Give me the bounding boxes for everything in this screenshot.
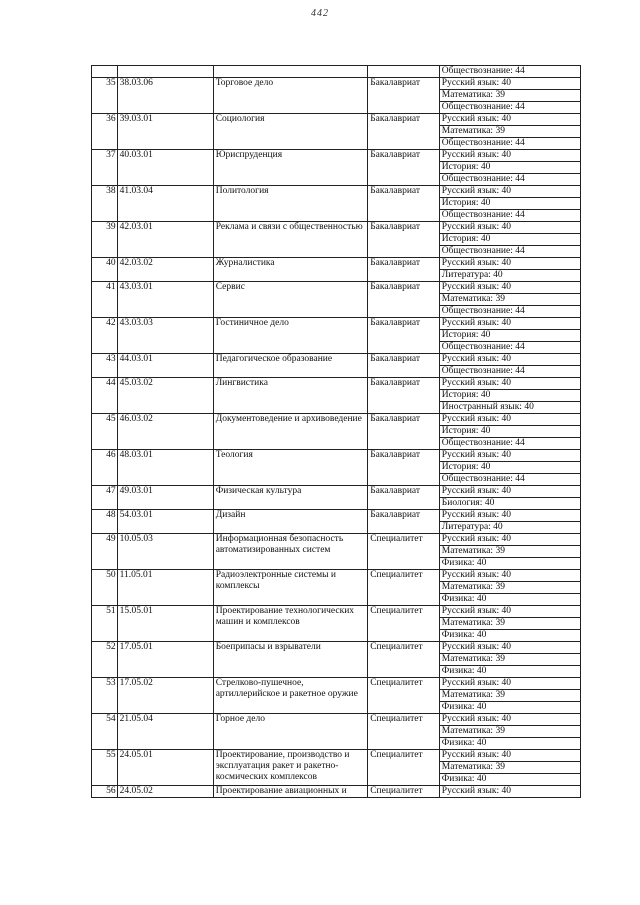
exam-minimum-score: Русский язык: 40: [439, 714, 580, 726]
exam-minimum-score: Русский язык: 40: [439, 678, 580, 690]
program-name: Социология: [213, 114, 367, 150]
row-number: 54: [92, 714, 118, 750]
row-number: 49: [92, 534, 118, 570]
program-name: Проектирование авиационных и: [213, 786, 367, 798]
row-number: 53: [92, 678, 118, 714]
education-level: Бакалавриат: [368, 414, 440, 450]
exam-minimum-score: Математика: 39: [439, 726, 580, 738]
program-code: [117, 66, 213, 78]
row-number: 42: [92, 318, 118, 354]
education-level: Бакалавриат: [368, 186, 440, 222]
table-row: [92, 258, 581, 270]
table-row: [92, 150, 581, 162]
exam-minimum-score: Физика: 40: [439, 702, 580, 714]
exam-minimum-score: Математика: 39: [439, 294, 580, 306]
program-code: 10.05.03: [117, 534, 213, 570]
row-number: 56: [92, 786, 118, 798]
exam-minimum-score: Русский язык: 40: [439, 570, 580, 582]
exam-minimum-score: Математика: 39: [439, 762, 580, 774]
education-level: Бакалавриат: [368, 282, 440, 318]
education-level: Специалитет: [368, 678, 440, 714]
education-level: Специалитет: [368, 786, 440, 798]
exam-minimum-score: Обществознание: 44: [439, 246, 580, 258]
program-code: 17.05.01: [117, 642, 213, 678]
exam-minimum-score: Обществознание: 44: [439, 210, 580, 222]
table-row: [92, 678, 581, 690]
table-row: [92, 354, 581, 366]
exam-minimum-score: Математика: 39: [439, 546, 580, 558]
row-number: 47: [92, 486, 118, 510]
table-row: [92, 642, 581, 654]
program-name: Юриспруденция: [213, 150, 367, 186]
exam-minimum-score: Русский язык: 40: [439, 606, 580, 618]
table-row: [92, 78, 581, 90]
table-row: [92, 222, 581, 234]
exam-minimum-score: История: 40: [439, 330, 580, 342]
education-level: Специалитет: [368, 570, 440, 606]
program-name: Реклама и связи с общественностью: [213, 222, 367, 258]
program-name: Гостиничное дело: [213, 318, 367, 354]
program-code: 15.05.01: [117, 606, 213, 642]
program-name: Лингвистика: [213, 378, 367, 414]
exam-minimum-score: Обществознание: 44: [439, 102, 580, 114]
table-row: [92, 414, 581, 426]
program-code: 17.05.02: [117, 678, 213, 714]
education-level: Специалитет: [368, 750, 440, 786]
program-code: 54.03.01: [117, 510, 213, 534]
program-name: Информационная безопасность автоматизированных систем: [213, 534, 367, 570]
table-row: [92, 714, 581, 726]
exam-minimum-score: Русский язык: 40: [439, 222, 580, 234]
program-name: Торговое дело: [213, 78, 367, 114]
exam-minimum-score: Математика: 39: [439, 90, 580, 102]
exam-minimum-score: Русский язык: 40: [439, 534, 580, 546]
exam-minimum-score: Русский язык: 40: [439, 414, 580, 426]
exam-minimum-score: Русский язык: 40: [439, 354, 580, 366]
exam-minimum-score: История: 40: [439, 198, 580, 210]
exam-minimum-score: Обществознание: 44: [439, 342, 580, 354]
row-number: 50: [92, 570, 118, 606]
education-level: Бакалавриат: [368, 378, 440, 414]
exam-minimum-score: Физика: 40: [439, 558, 580, 570]
row-number: 41: [92, 282, 118, 318]
exam-minimum-score: Русский язык: 40: [439, 114, 580, 126]
exam-minimum-score: Физика: 40: [439, 630, 580, 642]
program-code: 42.03.01: [117, 222, 213, 258]
program-name: Боеприпасы и взрыватели: [213, 642, 367, 678]
row-number: 37: [92, 150, 118, 186]
table-row: [92, 450, 581, 462]
program-code: 44.03.01: [117, 354, 213, 378]
program-code: 43.03.01: [117, 282, 213, 318]
program-code: 48.03.01: [117, 450, 213, 486]
exam-minimum-score: Обществознание: 44: [439, 66, 580, 78]
row-number: 48: [92, 510, 118, 534]
program-name: Стрелково-пушечное, артиллерийское и ракетное оружие: [213, 678, 367, 714]
program-code: 24.05.02: [117, 786, 213, 798]
exam-minimum-score: История: 40: [439, 234, 580, 246]
program-name: Горное дело: [213, 714, 367, 750]
program-code: 41.03.04: [117, 186, 213, 222]
row-number: [92, 66, 118, 78]
row-number: 40: [92, 258, 118, 282]
exam-minimum-score: Русский язык: 40: [439, 510, 580, 522]
exam-minimum-score: Русский язык: 40: [439, 186, 580, 198]
exam-minimum-score: Математика: 39: [439, 654, 580, 666]
exam-minimum-score: Русский язык: 40: [439, 486, 580, 498]
table-row: [92, 486, 581, 498]
table-row: [92, 378, 581, 390]
program-code: 42.03.02: [117, 258, 213, 282]
program-code: 43.03.03: [117, 318, 213, 354]
exam-minimum-score: Русский язык: 40: [439, 642, 580, 654]
education-level: Бакалавриат: [368, 354, 440, 378]
table-row: [92, 606, 581, 618]
education-level: Бакалавриат: [368, 150, 440, 186]
exam-minimum-score: Русский язык: 40: [439, 258, 580, 270]
table-row: [92, 318, 581, 330]
exam-minimum-score: История: 40: [439, 426, 580, 438]
program-name: Физическая культура: [213, 486, 367, 510]
program-code: 46.03.02: [117, 414, 213, 450]
education-level: Бакалавриат: [368, 78, 440, 114]
row-number: 55: [92, 750, 118, 786]
exam-minimum-score: Биология: 40: [439, 498, 580, 510]
exam-minimum-score: Математика: 39: [439, 126, 580, 138]
program-code: 45.03.02: [117, 378, 213, 414]
exam-minimum-score: История: 40: [439, 390, 580, 402]
exam-minimum-score: Литература: 40: [439, 522, 580, 534]
program-code: 21.05.04: [117, 714, 213, 750]
exam-minimum-score: Русский язык: 40: [439, 282, 580, 294]
table-row: [92, 282, 581, 294]
program-name: Журналистика: [213, 258, 367, 282]
program-code: 49.03.01: [117, 486, 213, 510]
exam-minimum-score: Литература: 40: [439, 270, 580, 282]
exam-minimum-score: Русский язык: 40: [439, 318, 580, 330]
row-number: 44: [92, 378, 118, 414]
exam-minimum-score: Русский язык: 40: [439, 150, 580, 162]
education-level: Бакалавриат: [368, 510, 440, 534]
exam-minimum-score: Обществознание: 44: [439, 306, 580, 318]
row-number: 51: [92, 606, 118, 642]
exam-minimum-score: История: 40: [439, 462, 580, 474]
exam-minimum-score: Иностранный язык: 40: [439, 402, 580, 414]
exam-minimum-score: Обществознание: 44: [439, 366, 580, 378]
program-name: Политология: [213, 186, 367, 222]
education-level: Специалитет: [368, 606, 440, 642]
exam-minimum-score: Физика: 40: [439, 594, 580, 606]
program-code: 38.03.06: [117, 78, 213, 114]
table-row: [92, 750, 581, 762]
table-row: [92, 786, 581, 798]
program-code: 40.03.01: [117, 150, 213, 186]
exam-minimum-score: Русский язык: 40: [439, 750, 580, 762]
exam-minimum-score: История: 40: [439, 162, 580, 174]
table-row: [92, 570, 581, 582]
exam-minimum-score: Русский язык: 40: [439, 378, 580, 390]
row-number: 43: [92, 354, 118, 378]
program-name: Проектирование, производство и эксплуатация ракет и ракетно-космических комплексов: [213, 750, 367, 786]
program-name: [213, 66, 367, 78]
exam-minimum-score: Физика: 40: [439, 738, 580, 750]
program-code: 11.05.01: [117, 570, 213, 606]
education-level: Бакалавриат: [368, 258, 440, 282]
program-name: Документоведение и архивоведение: [213, 414, 367, 450]
exam-minimum-score: Русский язык: 40: [439, 78, 580, 90]
education-level: [368, 66, 440, 78]
program-name: Дизайн: [213, 510, 367, 534]
exam-minimum-score: Обществознание: 44: [439, 138, 580, 150]
row-number: 52: [92, 642, 118, 678]
education-level: Специалитет: [368, 642, 440, 678]
row-number: 46: [92, 450, 118, 486]
exam-minimum-score: Математика: 39: [439, 582, 580, 594]
exam-minimum-score: Физика: 40: [439, 666, 580, 678]
admission-exams-table: [91, 65, 581, 798]
exam-minimum-score: Обществознание: 44: [439, 438, 580, 450]
exam-minimum-score: Русский язык: 40: [439, 786, 580, 798]
education-level: Специалитет: [368, 714, 440, 750]
program-name: Теология: [213, 450, 367, 486]
education-level: Бакалавриат: [368, 450, 440, 486]
exam-minimum-score: Физика: 40: [439, 774, 580, 786]
exam-minimum-score: Математика: 39: [439, 690, 580, 702]
program-name: Педагогическое образование: [213, 354, 367, 378]
education-level: Бакалавриат: [368, 318, 440, 354]
exam-minimum-score: Математика: 39: [439, 618, 580, 630]
row-number: 45: [92, 414, 118, 450]
education-level: Бакалавриат: [368, 114, 440, 150]
table-row: [92, 114, 581, 126]
program-name: Сервис: [213, 282, 367, 318]
exam-minimum-score: Русский язык: 40: [439, 450, 580, 462]
program-code: 39.03.01: [117, 114, 213, 150]
row-number: 38: [92, 186, 118, 222]
exam-minimum-score: Обществознание: 44: [439, 474, 580, 486]
education-level: Бакалавриат: [368, 486, 440, 510]
program-code: 24.05.01: [117, 750, 213, 786]
program-name: Радиоэлектронные системы и комплексы: [213, 570, 367, 606]
table-row-carry-over: [92, 66, 581, 78]
page-number: 442: [311, 8, 329, 19]
program-name: Проектирование технологических машин и комплексов: [213, 606, 367, 642]
row-number: 39: [92, 222, 118, 258]
education-level: Бакалавриат: [368, 222, 440, 258]
table-row: [92, 510, 581, 522]
table-row: [92, 186, 581, 198]
table-row: [92, 534, 581, 546]
row-number: 35: [92, 78, 118, 114]
exam-minimum-score: Обществознание: 44: [439, 174, 580, 186]
education-level: Специалитет: [368, 534, 440, 570]
row-number: 36: [92, 114, 118, 150]
